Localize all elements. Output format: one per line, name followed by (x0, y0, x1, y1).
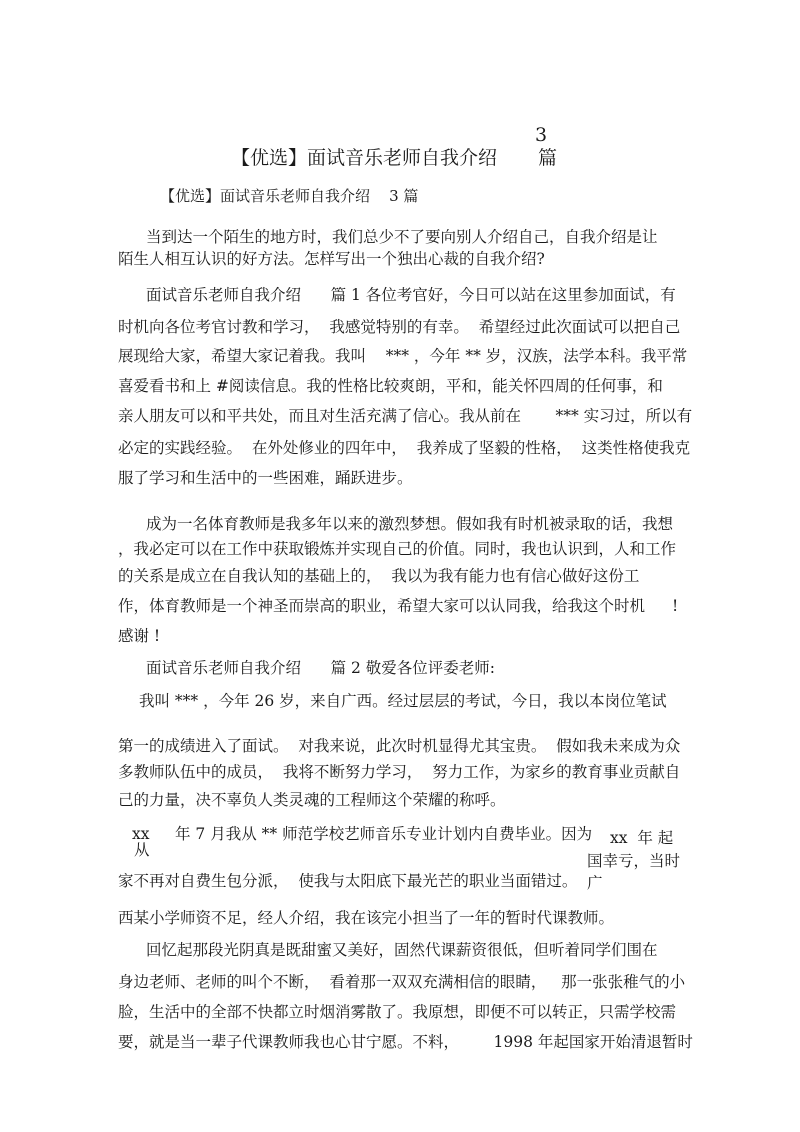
para5-line-4: 要，就是当一辈子代课教师我也心甘宁愿。不料， 1998 年起国家开始清退暂时 (118, 1033, 693, 1051)
para3-line-4: 己的力量，决不辜负人类灵魂的工程师这个荣耀的称呼。 (118, 791, 506, 809)
intro-line-1: 当到达一个陌生的地方时，我们总少不了要向别人介绍自己，自我介绍是让 (146, 228, 658, 246)
para1-line-7: 服了学习和生活中的一些困难，踊跃进步。 (118, 469, 413, 487)
para2-line-2: ，我必定可以在工作中获取锻炼并实现自己的价值。同时，我也认识到，人和工作 (118, 540, 677, 558)
para2-line-4: 作，体育教师是一个神圣而崇高的职业，希望大家可以认同我，给我这个时机 (118, 597, 646, 615)
page-title: 【优选】面试音乐老师自我介绍 (231, 147, 498, 169)
para4-right-2: 国幸亏，当时 (587, 852, 681, 870)
para2-line-5: 感谢 ! (118, 627, 161, 645)
para4-cong: 从 (134, 841, 150, 859)
para5-line-2: 身边老师、老师的叫个不断， 看着那一双双充满相信的眼睛， 那一张张稚气的小 (118, 973, 686, 991)
para1-line-4: 喜爱看书和上 #阅读信息。我的性格比较爽朗，平和，能关怀四周的任何事，和 (118, 377, 663, 395)
para4-line-2: 家不再对自费生包分派， 使我与太阳底下最光芒的职业当面错过。 (118, 872, 578, 890)
para1-line-6: 必定的实践经验。 在外处修业的四年中， 我养成了坚毅的性格， 这类性格使我克 (118, 439, 691, 457)
para4-xx: xx (132, 825, 150, 843)
para3-line-2: 第一的成绩进入了面试。 对我来说，此次时机显得尤其宝贵。 假如我未来成为众 (118, 737, 681, 755)
para4-right-1: xx 年 起 (610, 829, 674, 847)
para2-exclaim: ! (672, 597, 679, 615)
intro-line-2: 陌生人相互认识的好方法。怎样写出一个独出心裁的自我介绍? (118, 250, 545, 268)
para2-line-3: 的关系是成立在自我认知的基础上的， 我以为我有能力也有信心做好这份工 (118, 567, 640, 585)
para5-line-1: 回忆起那段光阴真是既甜蜜又美好，固然代课薪资很低，但听着同学们围在 (146, 941, 658, 959)
para4-line-3: 西某小学师资不足，经人介绍，我在该完小担当了一年的暂时代课教师。 (118, 909, 615, 927)
para3-line-3: 多教师队伍中的成员， 我将不断努力学习， 努力工作，为家乡的教育事业贡献自 (118, 763, 681, 781)
para1-line-1: 面试音乐老师自我介绍 篇 1 各位考官好，今日可以站在这里参加面试，有 (146, 286, 676, 304)
para2-line-1: 成为一名体育教师是我多年以来的激烈梦想。假如我有时机被录取的话，我想 (146, 515, 674, 533)
title-number: 3 (535, 124, 548, 146)
para1-line-3: 展现给大家，希望大家记着我。我叫 *** ，今年 ** 岁，汉族，法学本科。我平常 (118, 347, 688, 365)
title-pian: 篇 (538, 147, 558, 169)
para1-line-2: 时机向各位考官讨教和学习， 我感觉特别的有幸。 希望经过此次面试可以把自己 (118, 318, 681, 336)
para5-line-3: 脸，生活中的全部不快都立时烟消雾散了。我原想，即便不可以转正，只需学校需 (118, 1003, 677, 1021)
para3-heading: 面试音乐老师自我介绍 篇 2 敬爱各位评委老师: (146, 659, 496, 677)
para4-line-1: 年 7 月我从 ** 师范学校艺师音乐专业计划内自费毕业。因为 (175, 825, 593, 843)
para1-line-5: 亲人朋友可以和平共处，而且对生活充满了信心。我从前在 *** 实习过，所以有 (118, 407, 693, 425)
subtitle: 【优选】面试音乐老师自我介绍 3 篇 (160, 187, 419, 205)
para3-line-1: 我叫 *** ，今年 26 岁，来自广西。经过层层的考试，今日，我以本岗位笔试 (139, 692, 667, 710)
para4-right-3: 广 (587, 874, 603, 892)
